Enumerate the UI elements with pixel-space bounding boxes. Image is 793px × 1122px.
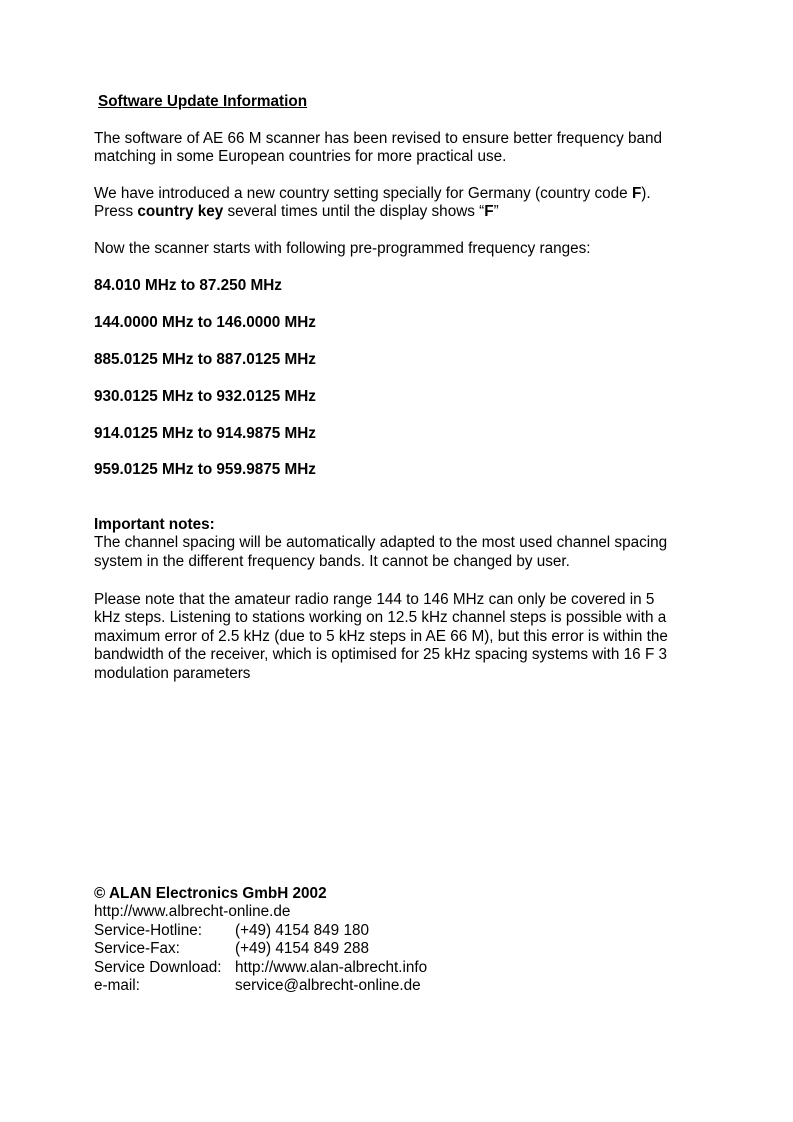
fax-row xyxy=(94,940,427,958)
display-code: F xyxy=(484,203,494,221)
email-link[interactable]: service@albrecht-online.de xyxy=(235,977,421,995)
text: several times until the display shows “ xyxy=(223,203,485,221)
value: (+49) 4154 849 180 xyxy=(235,921,369,939)
notes-heading: Important notes: xyxy=(94,516,215,533)
amateur-note xyxy=(94,591,668,683)
text-line: modulation parameters xyxy=(94,664,251,682)
footer-contact xyxy=(94,885,427,995)
frequency-range: 959.0125 MHz to 959.9875 MHz xyxy=(94,461,316,478)
country-key-label: country key xyxy=(137,203,224,221)
ranges-intro: Now the scanner starts with following pre-programmed frequency ranges: xyxy=(94,240,591,257)
value: (+49) 4154 849 288 xyxy=(235,940,369,958)
download-link[interactable]: http://www.alan-albrecht.info xyxy=(235,958,428,976)
text-line: The channel spacing will be automatically adapted to the most used channel spacing xyxy=(94,534,668,552)
label: e-mail: xyxy=(94,977,140,995)
label: Service-Fax: xyxy=(94,940,180,958)
text-line: system in the different frequency bands. It cannot be changed by user. xyxy=(94,552,570,570)
text: Press xyxy=(94,203,138,221)
hotline-row xyxy=(94,922,427,940)
text: ” xyxy=(493,203,499,221)
intro-paragraph xyxy=(94,130,662,167)
country-paragraph xyxy=(94,185,651,222)
frequency-range: 144.0000 MHz to 146.0000 MHz xyxy=(94,314,316,331)
frequency-range: 84.010 MHz to 87.250 MHz xyxy=(94,277,282,294)
frequency-range: 914.0125 MHz to 914.9875 MHz xyxy=(94,425,316,442)
text-line: Please note that the amateur radio range 144 to 146 MHz can only be covered in 5 xyxy=(94,591,655,608)
label: Service-Hotline: xyxy=(94,921,202,939)
text-line: bandwidth of the receiver, which is optimised for 25 kHz spacing systems with 16 F 3 xyxy=(94,646,668,664)
important-notes xyxy=(94,516,667,571)
website-link[interactable]: http://www.albrecht-online.de xyxy=(94,903,291,921)
text: We have introduced a new country setting specially for Germany (country code xyxy=(94,185,632,202)
email-row xyxy=(94,977,427,995)
download-row xyxy=(94,959,427,977)
text-line: maximum error of 2.5 kHz (due to 5 kHz steps in AE 66 M), but this error is within the xyxy=(94,627,668,645)
text: ). xyxy=(641,185,651,202)
text-line: matching in some European countries for more practical use. xyxy=(94,148,507,166)
document-title: Software Update Information xyxy=(98,93,308,110)
label: Service Download: xyxy=(94,958,222,976)
frequency-range: 930.0125 MHz to 932.0125 MHz xyxy=(94,388,316,405)
text-line: kHz steps. Listening to stations working on 12.5 kHz channel steps is possible with a xyxy=(94,609,667,627)
country-code: F xyxy=(631,185,642,202)
company-name: © ALAN Electronics GmbH 2002 xyxy=(94,885,327,902)
text-line: The software of AE 66 M scanner has been revised to ensure better frequency band xyxy=(94,130,663,147)
frequency-range: 885.0125 MHz to 887.0125 MHz xyxy=(94,351,316,368)
